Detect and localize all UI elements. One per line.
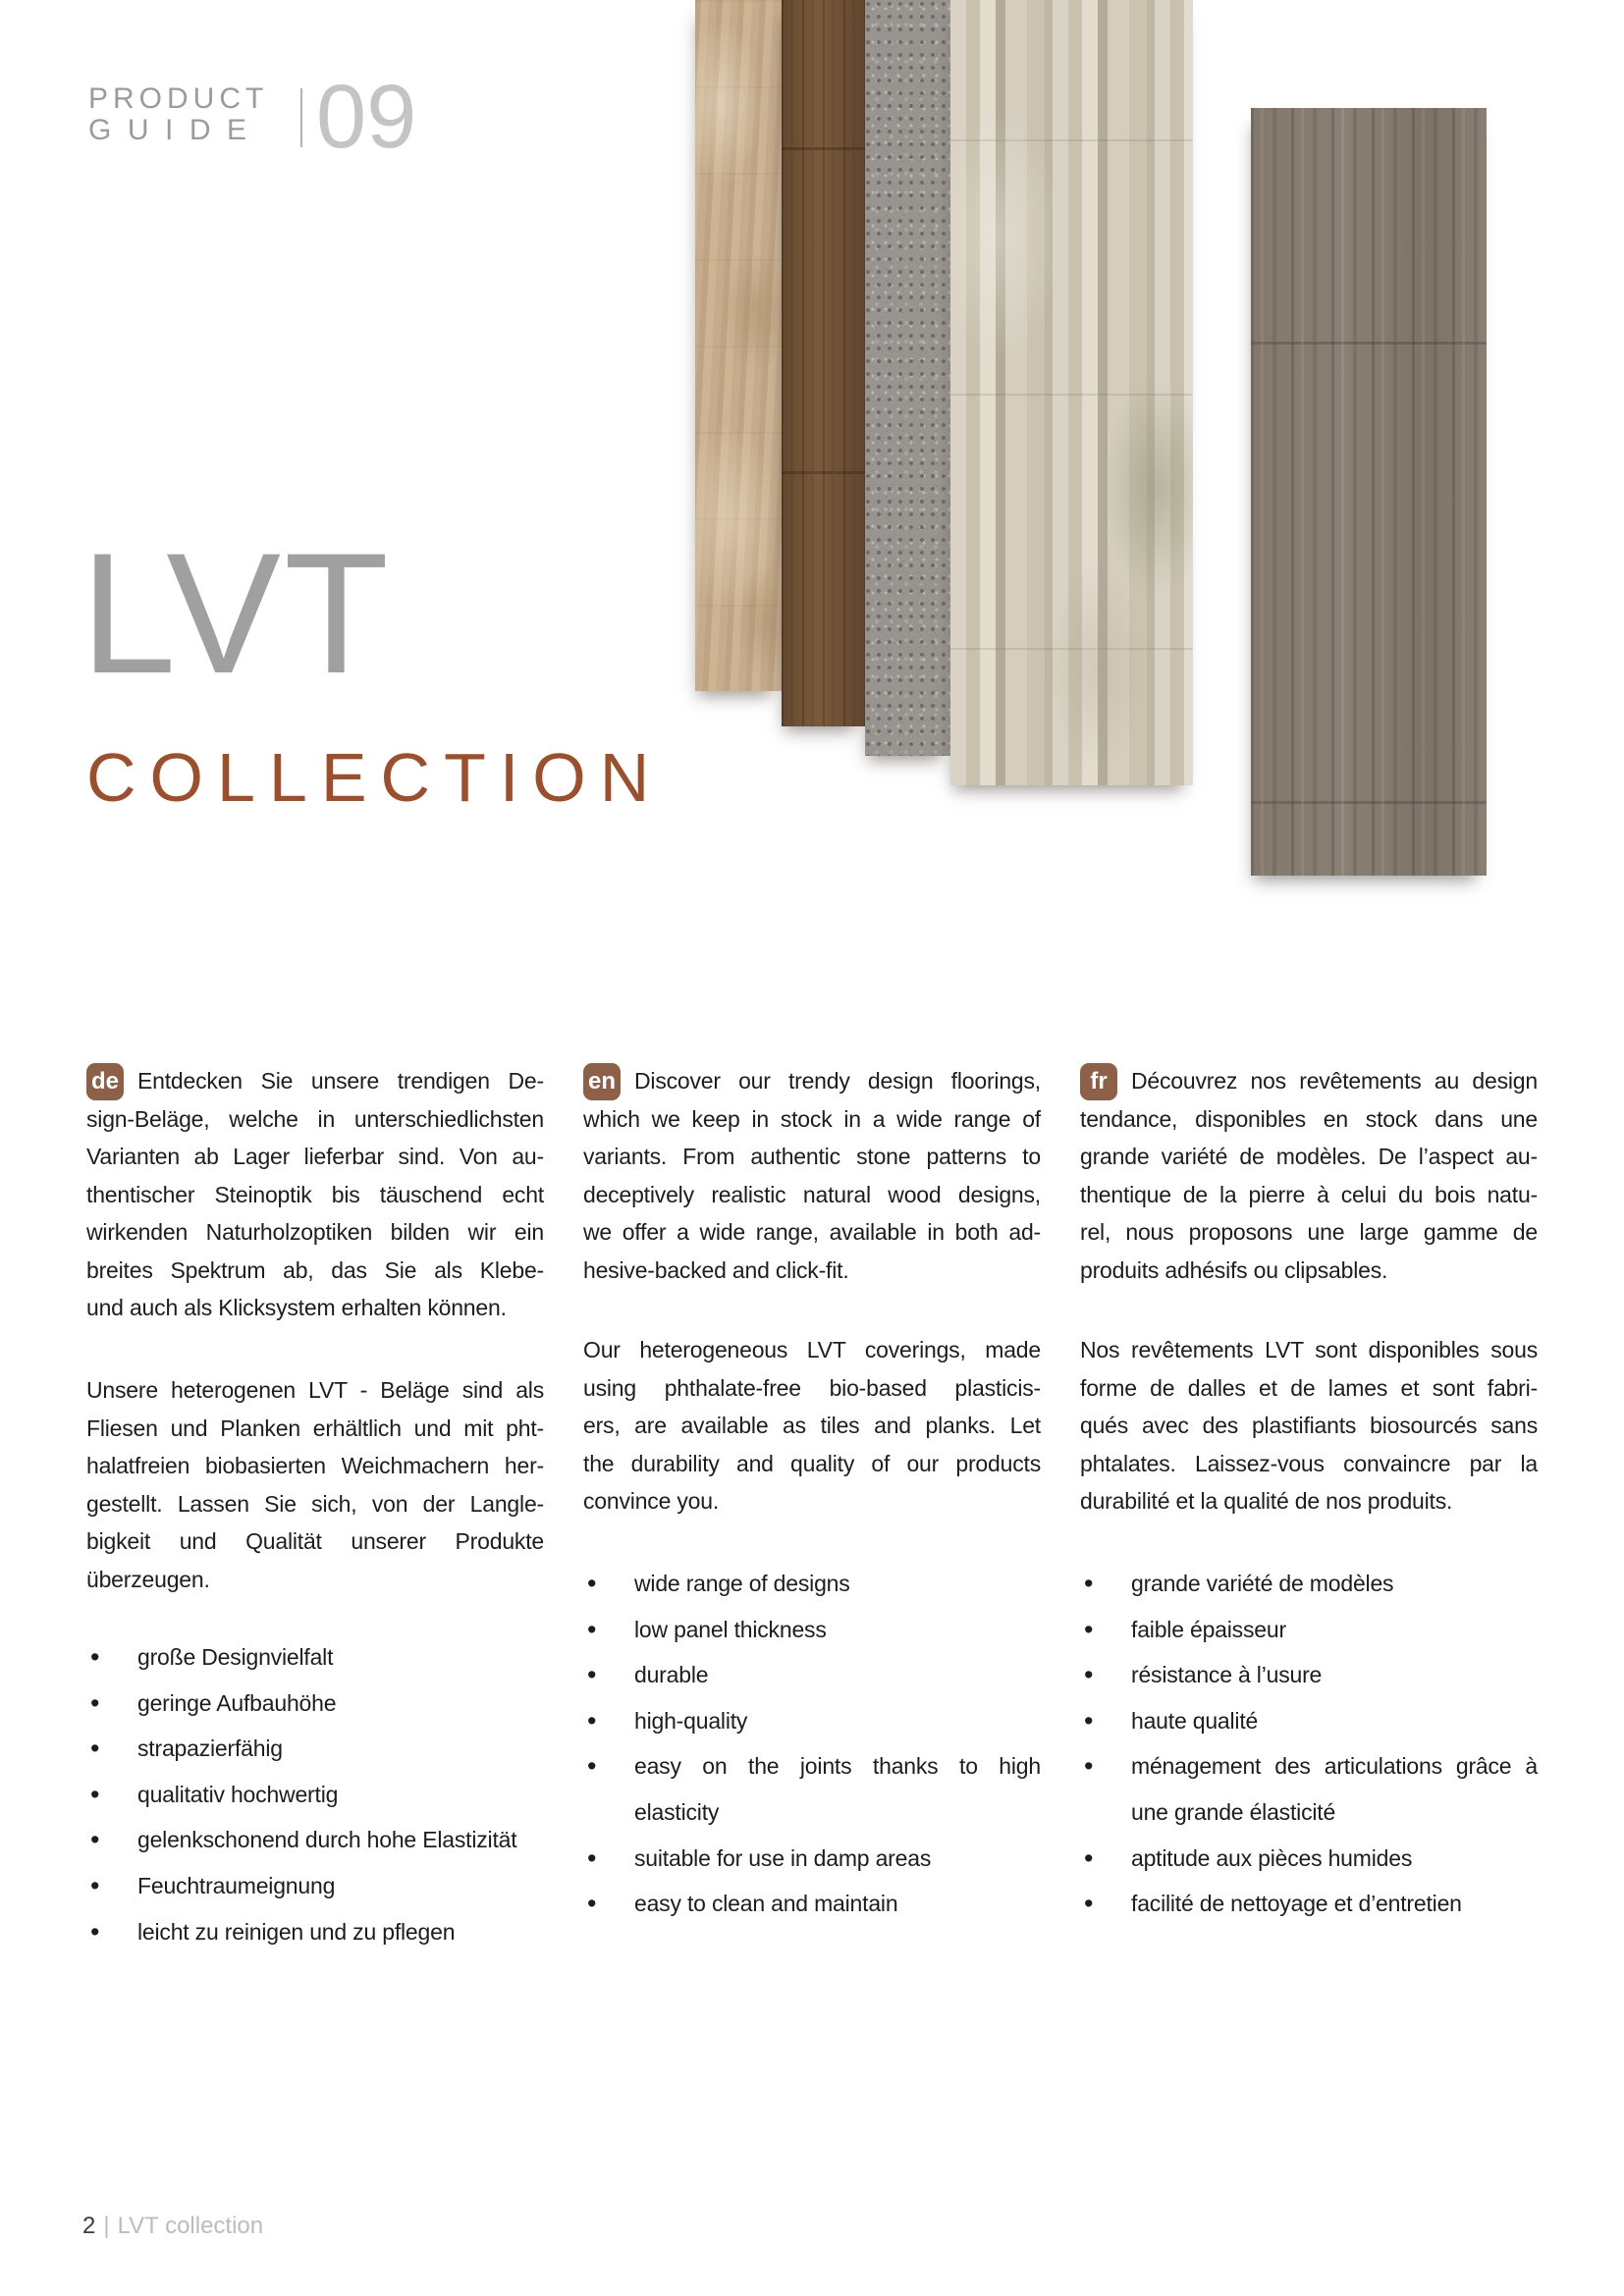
text-line: überzeugen. — [86, 1566, 210, 1592]
text-line: • Feuchtraumeignung — [137, 1872, 336, 1898]
text-line: using phthalate-free bio-based plasticis- — [583, 1374, 1041, 1401]
text-line: • facilité de nettoyage et d’entretien — [1131, 1891, 1462, 1917]
text-line: variants. From authentic stone patterns to — [583, 1144, 1041, 1169]
page-subtitle: COLLECTION — [86, 739, 664, 816]
bullet-list-en — [583, 1561, 1041, 1927]
list-item — [86, 1772, 544, 1818]
page-footer — [82, 2213, 263, 2240]
list-item — [1080, 1836, 1538, 1882]
text-line: halatfreien biobasierten Weichmachern her- — [86, 1453, 544, 1478]
text-line: • strapazierfähig — [137, 1735, 283, 1762]
text-line: thentischer Steinoptik bis täuschend echt — [86, 1181, 544, 1207]
product-guide-label-line1: PRODUCT — [88, 82, 269, 115]
text-line: • geringe Aufbauhöhe — [137, 1689, 337, 1716]
text-line: phtalates. Laissez-vous convaincre par la — [1080, 1450, 1538, 1476]
text-line: breites Spektrum ab, das Sie als Klebe- — [86, 1256, 544, 1283]
text-line: sign-Beläge, welche in unterschiedlichsten — [86, 1105, 544, 1132]
text-line: • résistance à l’usure — [1131, 1662, 1323, 1688]
text-line: durabilité et la qualité de nos produits. — [1080, 1488, 1453, 1514]
list-item — [1080, 1743, 1538, 1835]
paragraph-de-1 — [86, 1062, 544, 1327]
text-line: Varianten ab Lager lieferbar sind. Von au- — [86, 1144, 544, 1169]
text-line: • gelenkschonend durch hohe Elastizität — [137, 1827, 517, 1853]
text-line: • haute qualité — [1131, 1707, 1259, 1734]
list-item — [1080, 1561, 1538, 1607]
text-line: wirkenden Naturholzoptiken bilden wir ein — [86, 1219, 544, 1245]
list-item — [86, 1909, 544, 1955]
list-item — [583, 1881, 1041, 1927]
list-item — [583, 1698, 1041, 1744]
list-item — [583, 1561, 1041, 1607]
flooring-sample-barnwood-grey — [1251, 108, 1487, 876]
product-guide-label-line2: GUIDE — [88, 114, 263, 146]
text-line: • wide range of designs — [634, 1571, 850, 1596]
text-line: • easy on the joints thanks to high elasticity — [634, 1753, 1041, 1825]
bullet-list-de — [86, 1634, 544, 1954]
page-title: LVT — [81, 518, 392, 710]
text-line: hesive-backed and click-fit. — [583, 1256, 849, 1283]
text-line: thentique de la pierre à celui du bois natu- — [1080, 1181, 1538, 1207]
language-badge: fr — [1080, 1063, 1117, 1100]
product-guide-label — [88, 83, 268, 146]
paragraph-fr-2 — [1080, 1331, 1538, 1521]
text-line: • große Designvielfalt — [137, 1644, 334, 1670]
list-item — [86, 1634, 544, 1681]
text-line: • durable — [634, 1662, 709, 1688]
text-line: • leicht zu reinigen und zu pflegen — [137, 1918, 456, 1945]
text-line: Entdecken Sie unsere trendigen De- — [137, 1068, 544, 1094]
list-item — [583, 1743, 1041, 1835]
text-line: • faible épaisseur — [1131, 1616, 1286, 1642]
text-line: qués avec des plastifiants biosourcés sans — [1080, 1413, 1538, 1438]
text-line: • suitable for use in damp areas — [634, 1844, 932, 1871]
text-line: • grande variété de modèles — [1131, 1571, 1394, 1596]
list-item — [1080, 1607, 1538, 1653]
text-line: ers, are available as tiles and planks. Let — [583, 1413, 1041, 1438]
list-item — [86, 1817, 544, 1863]
paragraph-de-2 — [86, 1371, 544, 1598]
footer-page-number: 2 — [82, 2213, 96, 2239]
text-line: • ménagement des articulations grâce à — [1131, 1753, 1538, 1780]
language-badge: de — [86, 1063, 124, 1100]
text-line: the durability and quality of our products — [583, 1450, 1041, 1476]
text-line: Unsere heterogenen LVT - Beläge sind als — [86, 1377, 544, 1403]
list-item — [583, 1607, 1041, 1653]
text-line: Our heterogeneous LVT coverings, made — [583, 1337, 1041, 1362]
text-line: tendance, disponibles en stock dans une — [1080, 1105, 1538, 1132]
list-item — [86, 1863, 544, 1909]
text-line: • low panel thickness — [634, 1616, 827, 1642]
flooring-sample-terrazzo-grey — [865, 0, 950, 756]
text-line: which we keep in stock in a wide range of — [583, 1105, 1041, 1132]
text-line: convince you. — [583, 1488, 720, 1514]
list-item — [86, 1726, 544, 1772]
list-item — [1080, 1698, 1538, 1744]
text-line: • qualitativ hochwertig — [137, 1781, 339, 1807]
footer-separator: | — [103, 2213, 110, 2239]
text-line: we offer a wide range, available in both ad- — [583, 1219, 1041, 1245]
paragraph-en-1 — [583, 1062, 1041, 1289]
list-item — [86, 1681, 544, 1727]
text-line: produits adhésifs ou clipsables. — [1080, 1256, 1388, 1283]
text-line: bigkeit und Qualität unserer Produkte — [86, 1528, 544, 1554]
text-line: Discover our trendy design floorings, — [634, 1068, 1041, 1094]
text-line: Fliesen und Planken erhältlich und mit pht- — [86, 1415, 544, 1441]
text-line: une grande élasticité — [1131, 1798, 1336, 1825]
list-item — [1080, 1652, 1538, 1698]
list-item — [1080, 1881, 1538, 1927]
text-line: forme de dalles et de lames et sont fabri- — [1080, 1374, 1538, 1401]
flooring-sample-walnut-dark — [782, 0, 865, 726]
text-line: • high-quality — [634, 1707, 748, 1734]
text-line: • easy to clean and maintain — [634, 1891, 898, 1917]
bullet-list-fr — [1080, 1561, 1538, 1927]
text-line: deceptively realistic natural wood designs, — [583, 1181, 1041, 1207]
guide-number: 09 — [316, 67, 417, 167]
header-divider — [300, 88, 302, 147]
text-line: Découvrez nos revêtements au design — [1131, 1068, 1538, 1094]
paragraph-fr-1 — [1080, 1062, 1538, 1289]
paragraph-en-2 — [583, 1331, 1041, 1521]
text-line: grande variété de modèles. De l’aspect au- — [1080, 1144, 1538, 1169]
footer-label: LVT collection — [117, 2213, 264, 2239]
text-line: und auch als Klicksystem erhalten können. — [86, 1295, 507, 1320]
list-item — [583, 1836, 1041, 1882]
flooring-sample-travertine-beige — [695, 0, 782, 691]
language-badge: en — [583, 1063, 621, 1100]
text-line: Nos revêtements LVT sont disponibles sous — [1080, 1337, 1538, 1362]
text-line: rel, nous proposons une large gamme de — [1080, 1219, 1538, 1245]
text-line: • aptitude aux pièces humides — [1131, 1844, 1413, 1871]
text-line: gestellt. Lassen Sie sich, von der Langle- — [86, 1490, 544, 1517]
list-item — [583, 1652, 1041, 1698]
flooring-sample-mixed-wood-light — [950, 0, 1193, 785]
